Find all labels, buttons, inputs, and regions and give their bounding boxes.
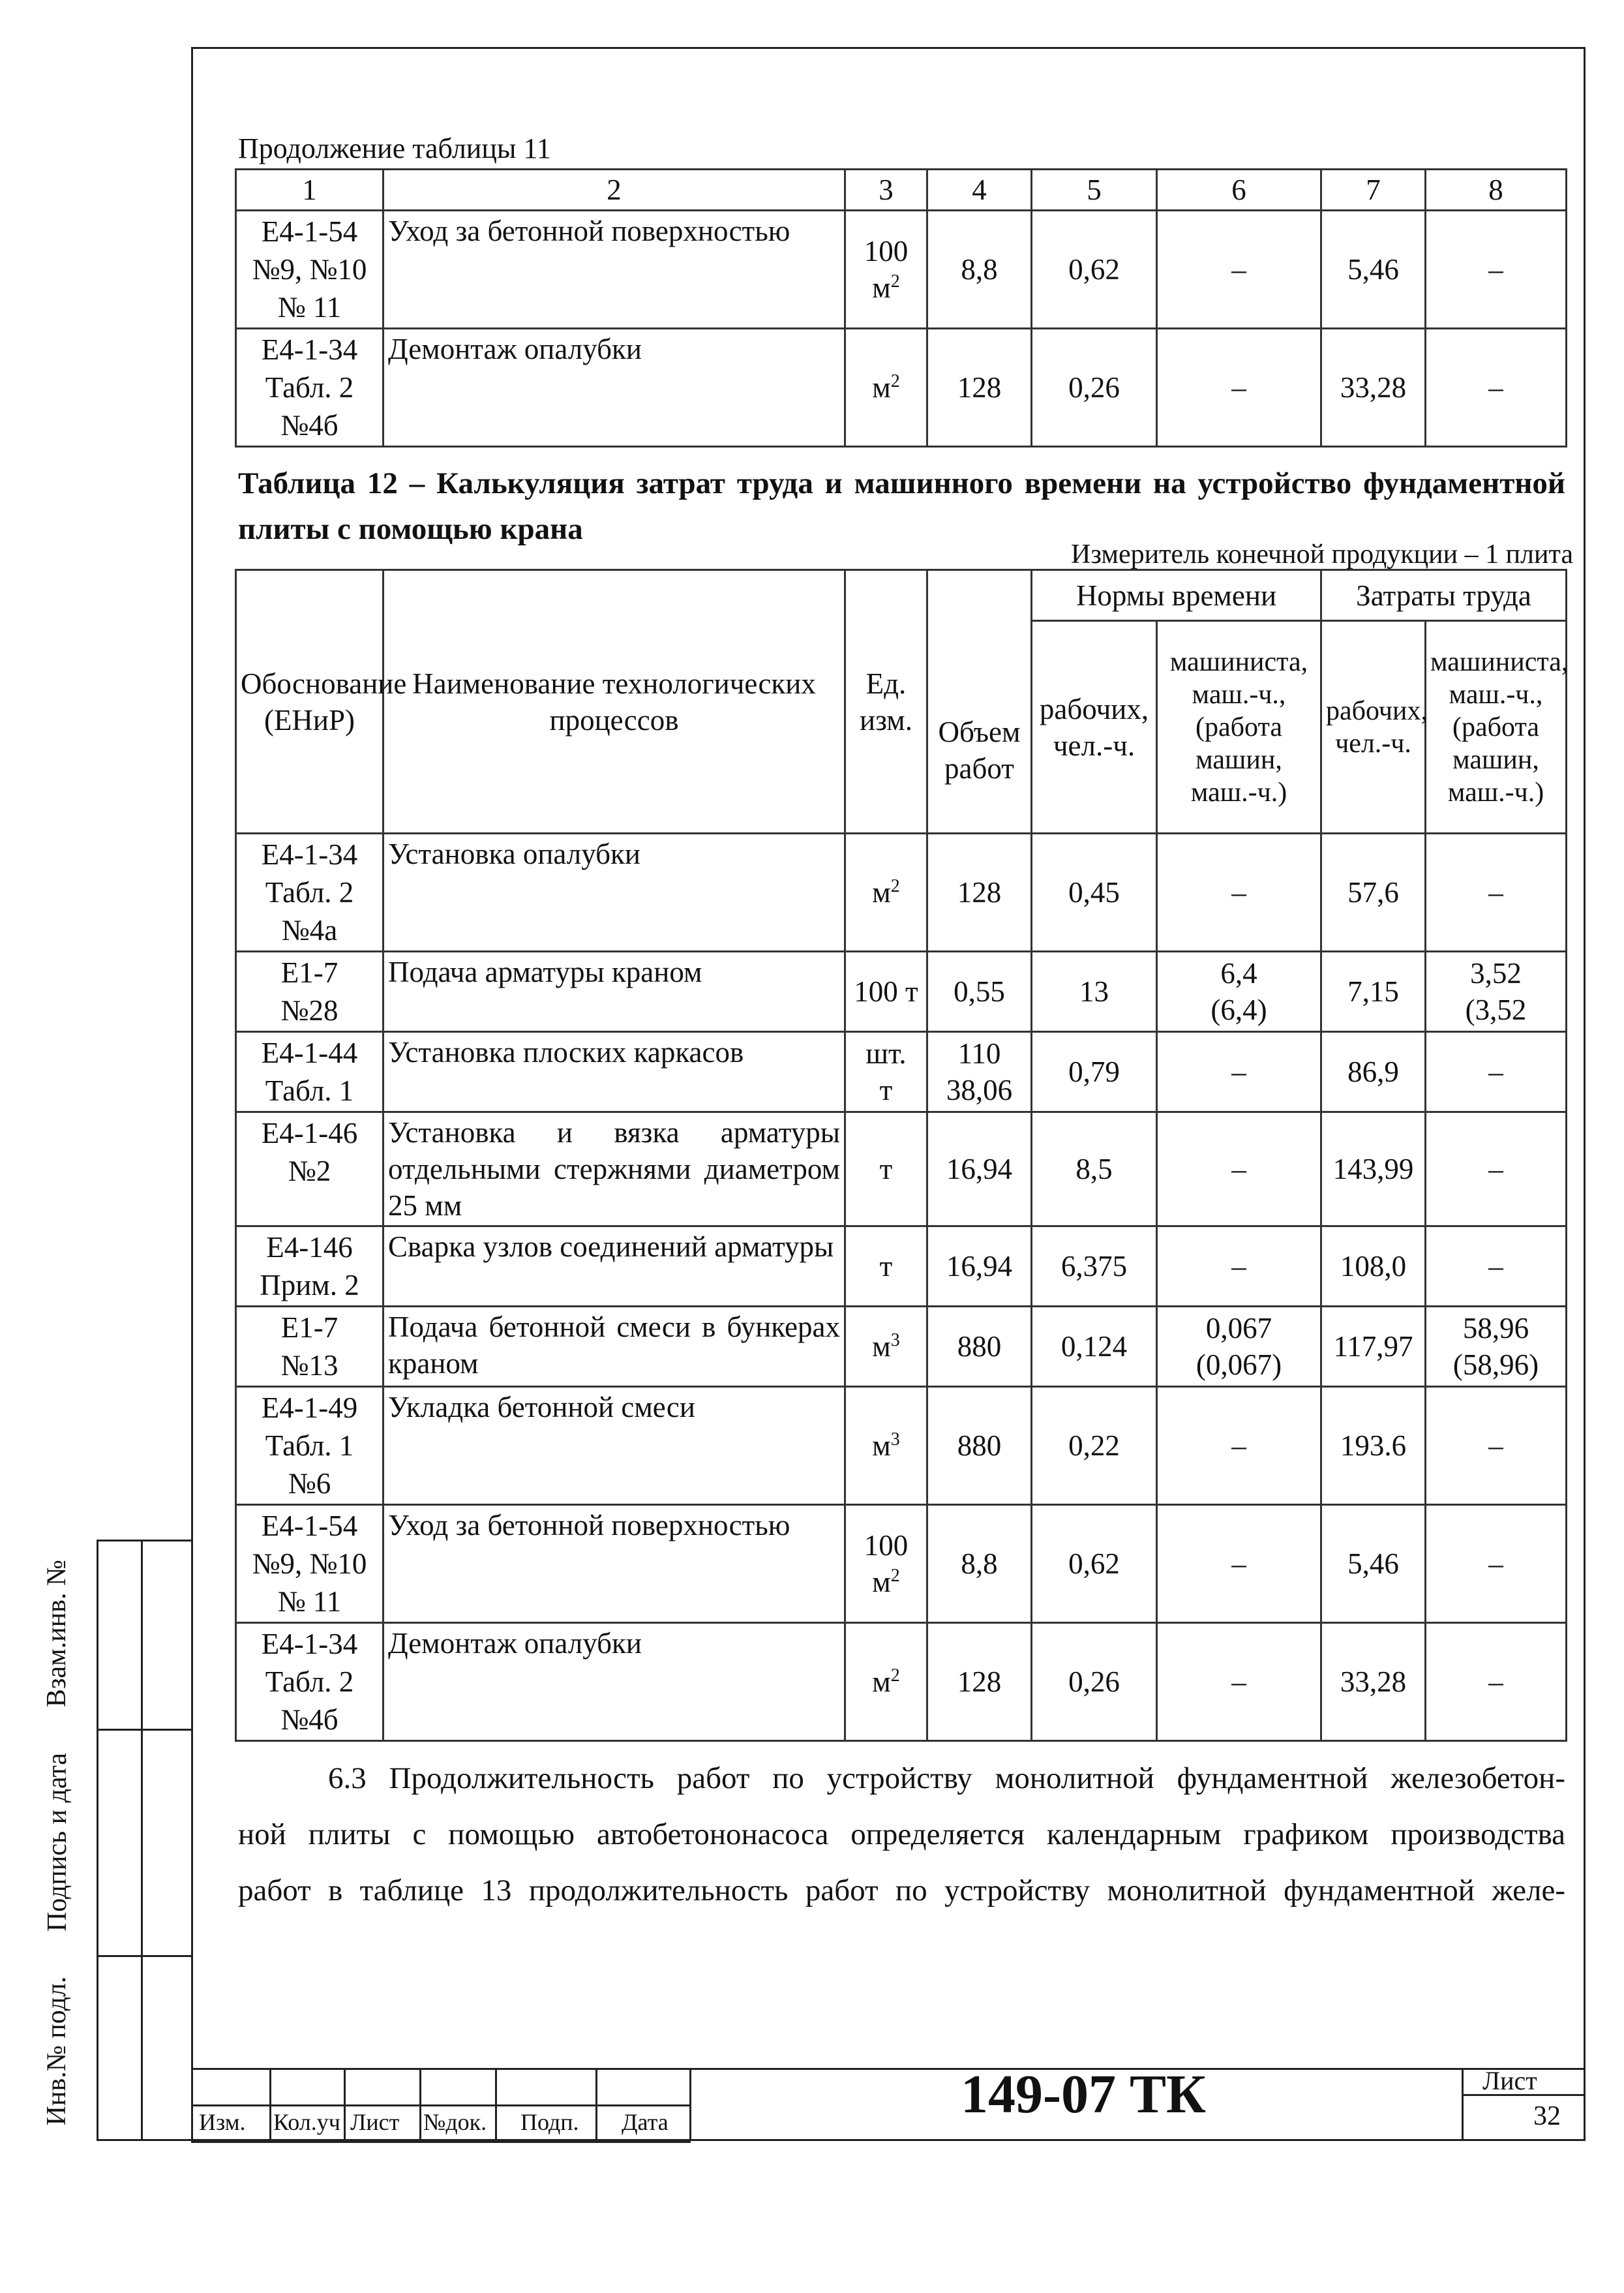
header-process: Наименование технологических процессов — [383, 570, 845, 834]
table-row — [236, 329, 1567, 447]
paragraph-line: ной плиты с помощью автобетононасоса определяется календарным графиком производства — [238, 1817, 1565, 1851]
cell-cost-machinists: 58,96 (58,96) — [1426, 1307, 1567, 1387]
cell-cost-machinists: – — [1426, 1387, 1567, 1505]
table-11-continuation — [235, 168, 1567, 448]
cell-unit — [845, 1226, 927, 1307]
cell-volume: 128 — [927, 1623, 1032, 1741]
cell-cost-machinists: – — [1426, 1505, 1567, 1623]
cell-cost-workers: 193.6 — [1321, 1387, 1426, 1505]
unit-bottom: т — [879, 1250, 893, 1283]
cell-basis: Е1-7 №13 — [236, 1307, 383, 1387]
cell-cost-workers: 7,15 — [1321, 952, 1426, 1032]
cell-unit — [845, 1623, 927, 1741]
cell-process: Уход за бетонной поверхностью — [383, 211, 845, 329]
cell-cost-workers: 33,28 — [1321, 329, 1426, 447]
cell-process: Подача арматуры краном — [383, 952, 845, 1032]
paragraph-line: работ в таблице 13 продолжительность работ по устройству монолитной фундаментной желе- — [238, 1874, 1565, 1907]
cell-process: Демонтаж опалубки — [383, 1623, 845, 1741]
cell-norm-machinists: – — [1157, 834, 1321, 952]
header-basis: Обоснование (ЕНиР) — [236, 570, 383, 834]
cell-volume: 8,8 — [927, 1505, 1032, 1623]
header-costs: Затраты труда — [1321, 570, 1567, 621]
unit-bottom: $м^2$ — [872, 1566, 900, 1598]
column-number: 2 — [383, 170, 845, 211]
unit-bottom: 100 т — [854, 975, 918, 1008]
side-stamp-grid — [97, 1540, 193, 2141]
cell-norm-machinists: – — [1157, 1032, 1321, 1112]
cell-cost-workers: 108,0 — [1321, 1226, 1426, 1307]
cell-process: Уход за бетонной поверхностью — [383, 1505, 845, 1623]
cell-process: Подача бетонной смеси в бункерах краном — [383, 1307, 845, 1387]
column-number: 3 — [845, 170, 927, 211]
cell-norm-workers: 0,62 — [1032, 1505, 1157, 1623]
cell-volume: 128 — [927, 329, 1032, 447]
cell-unit — [845, 329, 927, 447]
column-number: 5 — [1032, 170, 1157, 211]
cell-basis: Е4-1-49 Табл. 1 №6 — [236, 1387, 383, 1505]
column-number: 4 — [927, 170, 1032, 211]
cell-volume: 8,8 — [927, 211, 1032, 329]
cell-norm-machinists: – — [1157, 1226, 1321, 1307]
cell-unit — [845, 1387, 927, 1505]
header-norms: Нормы времени — [1032, 570, 1321, 621]
cell-process: Укладка бетонной смеси — [383, 1387, 845, 1505]
cell-cost-machinists: – — [1426, 211, 1567, 329]
cell-norm-workers: 0,79 — [1032, 1032, 1157, 1112]
cell-cost-workers: 57,6 — [1321, 834, 1426, 952]
cell-volume: 128 — [927, 834, 1032, 952]
header-norm-workers: рабочих, чел.-ч. — [1032, 621, 1157, 834]
meter-note: Измеритель конечной продукции – 1 плита — [1071, 539, 1573, 569]
tb-label-change: Изм. — [199, 2109, 246, 2135]
cell-volume: 880 — [927, 1387, 1032, 1505]
column-number: 6 — [1157, 170, 1321, 211]
cell-norm-workers: 0,62 — [1032, 211, 1157, 329]
cell-cost-machinists: 3,52 (3,52 — [1426, 952, 1567, 1032]
tb-label-date: Дата — [622, 2109, 669, 2135]
cell-unit — [845, 1112, 927, 1226]
cell-cost-workers: 33,28 — [1321, 1623, 1426, 1741]
cell-volume: 16,94 — [927, 1112, 1032, 1226]
cell-basis: Е4-1-34 Табл. 2 №4б — [236, 329, 383, 447]
tb-label-sheet: Лист — [350, 2109, 400, 2135]
cell-norm-machinists: – — [1157, 211, 1321, 329]
table-row — [236, 1307, 1567, 1387]
unit-bottom: $м^3$ — [872, 1330, 900, 1363]
cell-norm-machinists: – — [1157, 1623, 1321, 1741]
cell-cost-machinists: – — [1426, 1032, 1567, 1112]
column-number: 7 — [1321, 170, 1426, 211]
cell-process: Установка плоских каркасов — [383, 1032, 845, 1112]
table-12-title: Таблица 12 – Калькуляция затрат труда и машинного времени на устройство фундаментной плиты с помощью крана — [238, 466, 1565, 546]
cell-norm-machinists: 0,067 (0,067) — [1157, 1307, 1321, 1387]
cell-unit — [845, 1505, 927, 1623]
cell-basis: Е4-1-54 №9, №10 № 11 — [236, 1505, 383, 1623]
cell-norm-workers: 0,124 — [1032, 1307, 1157, 1387]
cell-volume: 110 38,06 — [927, 1032, 1032, 1112]
tb-label-count: Кол.уч — [273, 2109, 340, 2135]
column-number: 1 — [236, 170, 383, 211]
table-row — [236, 1032, 1567, 1112]
document-code: 149-07 ТК — [961, 2064, 1206, 2125]
table-row — [236, 952, 1567, 1032]
cell-unit — [845, 1032, 927, 1112]
header-unit: Ед. изм. — [845, 570, 927, 834]
cell-unit — [845, 1307, 927, 1387]
table-row — [236, 1623, 1567, 1741]
table-12 — [235, 569, 1567, 1742]
cell-basis: Е4-1-34 Табл. 2 №4б — [236, 1623, 383, 1741]
unit-bottom: $м^2$ — [872, 876, 900, 909]
table-row — [236, 1387, 1567, 1505]
cell-unit — [845, 211, 927, 329]
paragraph-line: 6.3 Продолжительность работ по устройству монолитной фундаментной железобетон- — [328, 1761, 1565, 1795]
cell-basis: Е4-146 Прим. 2 — [236, 1226, 383, 1307]
cell-norm-workers: 0,26 — [1032, 1623, 1157, 1741]
cell-basis: Е4-1-54 №9, №10 № 11 — [236, 211, 383, 329]
cell-cost-machinists: – — [1426, 1226, 1567, 1307]
cell-norm-workers: 8,5 — [1032, 1112, 1157, 1226]
unit-top: 100 — [864, 1529, 909, 1562]
cell-unit — [845, 952, 927, 1032]
sheet-number: 32 — [1533, 2101, 1561, 2131]
cell-basis: Е4-1-44 Табл. 1 — [236, 1032, 383, 1112]
cell-volume: 880 — [927, 1307, 1032, 1387]
table-row — [236, 1112, 1567, 1226]
unit-top: 100 — [864, 235, 909, 267]
unit-bottom: $м^3$ — [872, 1429, 900, 1462]
cell-norm-machinists: – — [1157, 1505, 1321, 1623]
table-header-row — [236, 170, 1567, 211]
unit-bottom: $м^2$ — [872, 371, 900, 404]
side-label-original-inv: Инв.№ подл. — [42, 1976, 72, 2126]
title-block — [191, 2064, 1586, 2141]
unit-bottom: т — [879, 1153, 893, 1185]
unit-bottom: $м^2$ — [872, 1665, 900, 1698]
cell-norm-workers: 0,45 — [1032, 834, 1157, 952]
cell-process: Установка опалубки — [383, 834, 845, 952]
cell-norm-machinists: – — [1157, 329, 1321, 447]
cell-volume: 16,94 — [927, 1226, 1032, 1307]
cell-norm-workers: 13 — [1032, 952, 1157, 1032]
cell-cost-machinists: – — [1426, 1623, 1567, 1741]
cell-norm-machinists: 6,4 (6,4) — [1157, 952, 1321, 1032]
cell-cost-machinists: – — [1426, 329, 1567, 447]
tb-sheet-label: Лист — [1482, 2066, 1537, 2095]
cell-cost-machinists: – — [1426, 1112, 1567, 1226]
tb-label-sign: Подп. — [520, 2109, 579, 2135]
cell-norm-workers: 6,375 — [1032, 1226, 1157, 1307]
cell-cost-machinists: – — [1426, 834, 1567, 952]
cell-process: Сварка узлов соединений арматуры — [383, 1226, 845, 1307]
cell-process: Демонтаж опалубки — [383, 329, 845, 447]
table-row — [236, 1505, 1567, 1623]
cell-norm-machinists: – — [1157, 1387, 1321, 1505]
cell-norm-machinists: – — [1157, 1112, 1321, 1226]
cell-process: Установка и вязка арматуры отдельными стержнями диаметром 25 мм — [383, 1112, 845, 1226]
unit-top: шт. — [865, 1037, 907, 1070]
cell-basis: Е4-1-46 №2 — [236, 1112, 383, 1226]
side-label-signature-date: Подпись и дата — [42, 1752, 72, 1932]
cell-cost-workers: 143,99 — [1321, 1112, 1426, 1226]
cell-basis: Е4-1-34 Табл. 2 №4а — [236, 834, 383, 952]
tb-label-docnum: №док. — [423, 2109, 487, 2135]
unit-bottom: $м^2$ — [872, 271, 900, 304]
side-label-replacement-inv: Взам.инв. № — [42, 1559, 72, 1708]
header-cost-machinists: машиниста, маш.-ч., (работа машин, маш.-ч.) — [1426, 621, 1567, 834]
header-norm-machinists: машиниста, маш.-ч., (работа машин, маш.-ч.) — [1157, 621, 1321, 834]
table-row — [236, 1226, 1567, 1307]
cell-norm-workers: 0,22 — [1032, 1387, 1157, 1505]
table-row — [236, 834, 1567, 952]
cell-norm-workers: 0,26 — [1032, 329, 1157, 447]
unit-bottom: т — [879, 1074, 893, 1106]
column-number: 8 — [1426, 170, 1567, 211]
header-cost-workers: рабочих, чел.-ч. — [1321, 621, 1426, 834]
cell-basis: Е1-7 №28 — [236, 952, 383, 1032]
continuation-title: Продолжение таблицы 11 — [238, 132, 551, 164]
cell-cost-workers: 86,9 — [1321, 1032, 1426, 1112]
cell-cost-workers: 5,46 — [1321, 1505, 1426, 1623]
cell-volume: 0,55 — [927, 952, 1032, 1032]
cell-unit — [845, 834, 927, 952]
cell-cost-workers: 117,97 — [1321, 1307, 1426, 1387]
cell-cost-workers: 5,46 — [1321, 211, 1426, 329]
header-volume: Объем работ — [927, 570, 1032, 834]
table-row — [236, 211, 1567, 329]
